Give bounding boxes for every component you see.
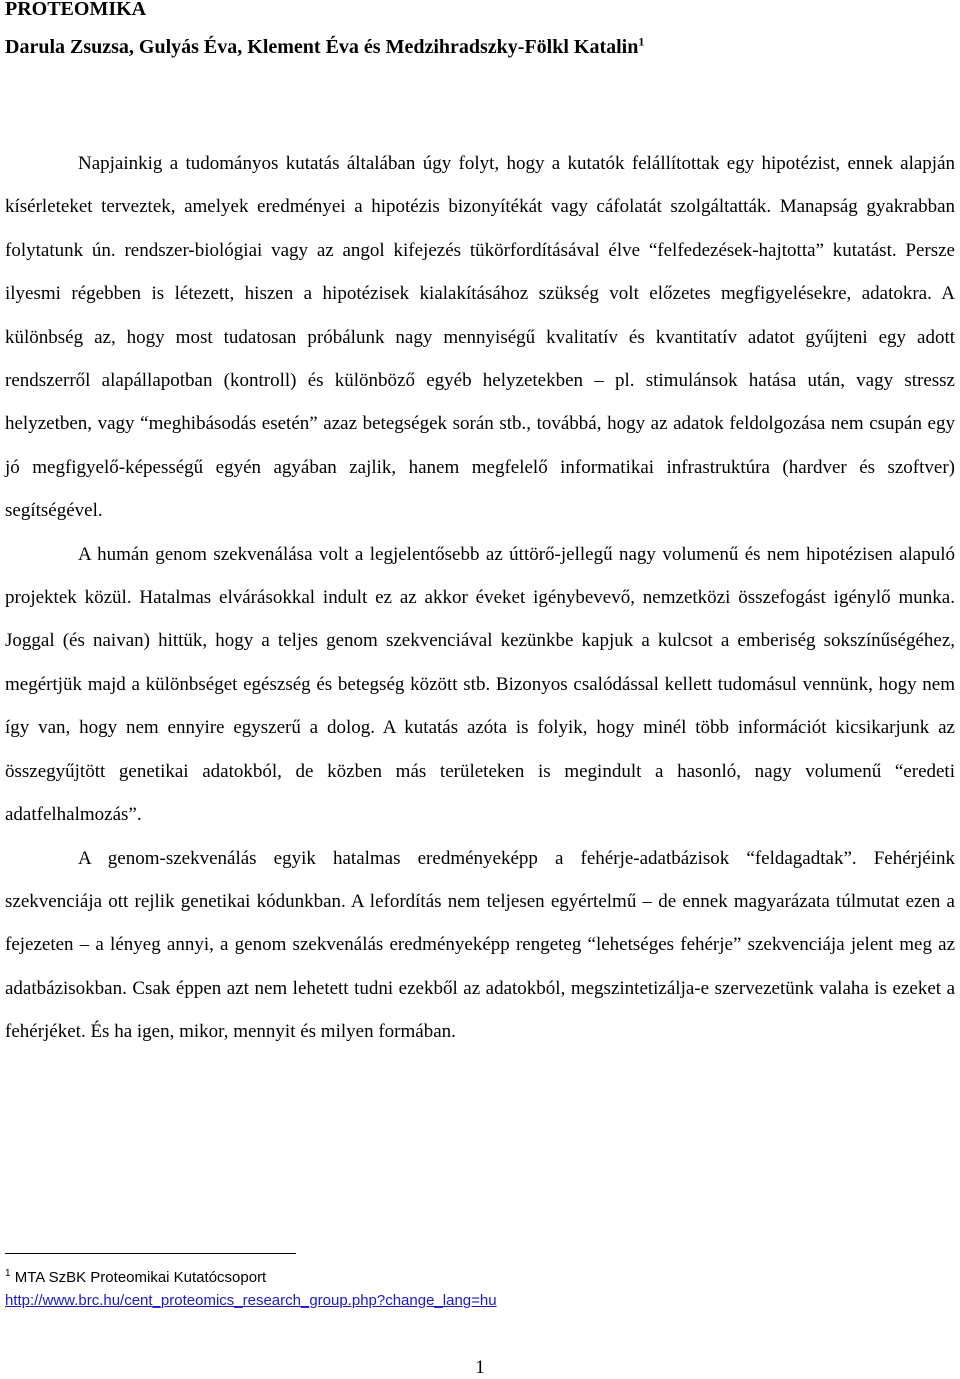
footnote-link[interactable]: http://www.brc.hu/cent_proteomics_research_group.php?change_lang=hu xyxy=(5,1292,497,1309)
footnote-separator xyxy=(5,1253,296,1254)
footnote-line xyxy=(5,1266,497,1289)
paragraph-2: A humán genom szekvenálása volt a legjelentősebb az úttörő-jellegű nagy volumenű és nem hipotézisen alapuló projektek közül. Hatalmas elvárásokkal indult ez az akkor éveket igénybevevő, nemzetközi összefogást igénylő munka. Joggal (és naivan) hittük, hogy a teljes genom szekvenciával kezünkbe kapjuk a kulcsot a emberiség sokszínűségéhez, megértjük majd a különbséget egészség és betegség között stb. Bizonyos csalódással kellett tudomásul vennünk, hogy nem így van, hogy nem ennyire egyszerű a dolog. A kutatás azóta is folyik, hogy minél több információt kicsikarjunk az összegyűjtött genetikai adatokból, de közben más területeken is megindult a hasonló, nagy volumenű “eredeti adatfelhalmozás”. xyxy=(5,543,955,826)
page-title: PROTEOMIKA xyxy=(5,0,147,20)
footnote-marker: 1 xyxy=(5,1268,11,1279)
footnote xyxy=(5,1266,497,1312)
footnote-text: MTA SzBK Proteomikai Kutatócsoport xyxy=(14,1269,267,1286)
body-text xyxy=(5,142,955,1054)
paragraph-1: Napjainkig a tudományos kutatás általában úgy folyt, hogy a kutatók felállítottak egy hipotézist, ennek alapján kísérleteket terveztek, amelyek eredményei a hipotézis bizonyítékát vagy cáfolatát szolgáltatták. Manapság gyakrabban folytatunk ún. rendszer-biológiai vagy az angol kifejezés tükörfordításával élve “felfedezések-hajtotta” kutatást. Persze ilyesmi régebben is létezett, hiszen a hipotézisek kialakításához szükség volt előzetes megfigyelésekre, adatokra. A különbség az, hogy most tudatosan próbálunk nagy mennyiségű kvalitatív és kvantitatív adatot gyűjteni egy adott rendszerről alapállapotban (kontroll) és különböző egyéb helyzetekben – pl. stimulánsok hatása után, vagy stressz helyzetben, vagy “meghibásodás esetén” azaz betegségek során stb., továbbá, hogy az adatok feldolgozása nem csupán egy jó megfigyelő-képességű egyén agyában zajlik, hanem megfelelő informatikai infrastruktúra (hardver és szoftver) segítségével. xyxy=(5,153,955,522)
author-list xyxy=(5,36,644,59)
footnote-reference[interactable]: 1 xyxy=(638,34,645,49)
paragraph-3: A genom-szekvenálás egyik hatalmas eredményeképp a fehérje-adatbázisok “feldagadtak”. Fehérjéink szekvenciája ott rejlik genetikai kódunkban. A lefordítás nem teljesen egyértelmű – de ennek magyarázata túlmutat ezen a fejezeten – a lényeg annyi, a genom szekvenálás eredményeképp rengeteg “lehetséges fehérje” szekvenciája jelent meg az adatbázisokban. Csak éppen azt nem lehetett tudni ezekből az adatokból, megszintetizálja-e szervezetünk valaha is ezeket a fehérjéket. És ha igen, mikor, mennyit és milyen formában. xyxy=(5,847,955,1043)
page-number: 1 xyxy=(475,1357,485,1378)
author-names: Darula Zsuzsa, Gulyás Éva, Klement Éva és Medzihradszky-Fölkl Katalin xyxy=(5,36,639,58)
